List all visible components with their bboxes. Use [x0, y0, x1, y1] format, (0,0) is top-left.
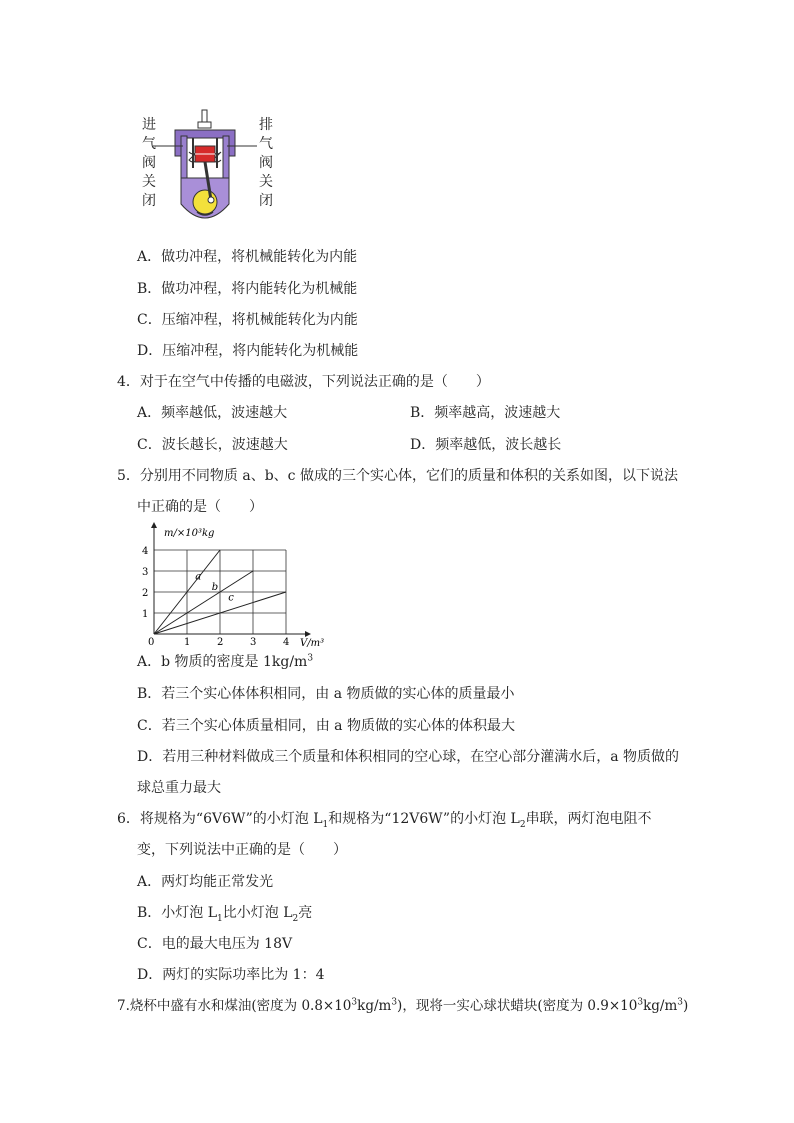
mass-volume-chart: [140, 522, 340, 652]
y-tick-label: 4: [142, 546, 149, 557]
x-axis-label: V/m³: [300, 638, 325, 649]
y-axis-arrow: [151, 522, 157, 528]
q5-stem-line2: 中正确的是（ ）: [137, 499, 263, 515]
q5-option-d-line2: 球总重力最大: [137, 780, 221, 796]
q6-stem-line2: 变，下列说法中正确的是（ ）: [137, 842, 347, 858]
q4-option-d: D．频率越低，波长越长: [410, 437, 562, 453]
q6-option-d: D．两灯的实际功率比为 1：4: [137, 967, 325, 983]
y-tick-label: 3: [142, 567, 149, 578]
q4-stem: 4．对于在空气中传播的电磁波，下列说法正确的是（ ）: [117, 374, 490, 390]
y-tick-label: 1: [142, 609, 149, 620]
x-tick-label: 1: [184, 637, 191, 648]
q3-option-c: C．压缩冲程，将机械能转化为内能: [137, 312, 358, 328]
left-valve-label: 进 气 阀 关 闭: [142, 117, 156, 209]
q3-option-a: A．做功冲程，将机械能转化为内能: [137, 249, 358, 265]
q3-option-d: D．压缩冲程，将内能转化为机械能: [137, 343, 359, 359]
series-label-a: a: [195, 571, 202, 583]
q5-option-a: A．b 物质的密度是 $1kg/m^3$: [137, 653, 314, 670]
y-axis-label: m/×10³kg: [164, 528, 215, 539]
q4-option-b: B．频率越高，波速越大: [410, 405, 561, 421]
x-tick-label: 2: [217, 637, 224, 648]
x-tick-label: 4: [283, 637, 290, 648]
q5-option-c: C．若三个实心体质量相同，由 a 物质做的实心体的体积最大: [137, 718, 515, 734]
origin-label: 0: [148, 637, 155, 648]
q4-option-c: C．波长越长，波速越大: [137, 437, 288, 453]
series-line-b: [154, 571, 253, 634]
series-label-c: c: [228, 592, 234, 604]
q7-stem: 7.烧杯中盛有水和煤油(密度为 $0.8\times 10^3kg/m^3$)，现将一实心球状蜡块(密度为 $0.9\times 10^3kg/m^3$): [117, 997, 689, 1014]
q6-stem-line1: 6．将规格为“6V6W”的小灯泡 $L_1$和规格为“12V6W”的小灯泡 $L_2$串联，两灯泡电阻不: [117, 811, 652, 830]
q6-option-a: A．两灯均能正常发光: [137, 874, 274, 890]
series-label-b: b: [211, 581, 219, 593]
q6-option-c: C．电的最大电压为 18V: [137, 936, 293, 952]
right-valve-label: 排 气 阀 关 闭: [259, 117, 273, 209]
y-tick-label: 2: [142, 588, 149, 599]
q5-option-b: B．若三个实心体体积相同，由 a 物质做的实心体的质量最小: [137, 686, 515, 702]
q5-stem-line1: 5．分别用不同物质 a、b、c 做成的三个实心体，它们的质量和体积的关系如图，以下说法: [117, 468, 678, 484]
x-axis-arrow: [305, 631, 311, 637]
q5-option-d-line1: D．若用三种材料做成三个质量和体积相同的空心球，在空心部分灌满水后，a 物质做的: [137, 749, 680, 765]
q4-option-a: A．频率越低，波速越大: [137, 405, 288, 421]
x-tick-label: 3: [250, 637, 257, 648]
q6-option-b: B．小灯泡 $L_1$比小灯泡 $L_2$亮: [137, 905, 313, 924]
chart-svg: [140, 522, 340, 652]
q3-option-b: B．做功冲程，将内能转化为机械能: [137, 281, 358, 297]
